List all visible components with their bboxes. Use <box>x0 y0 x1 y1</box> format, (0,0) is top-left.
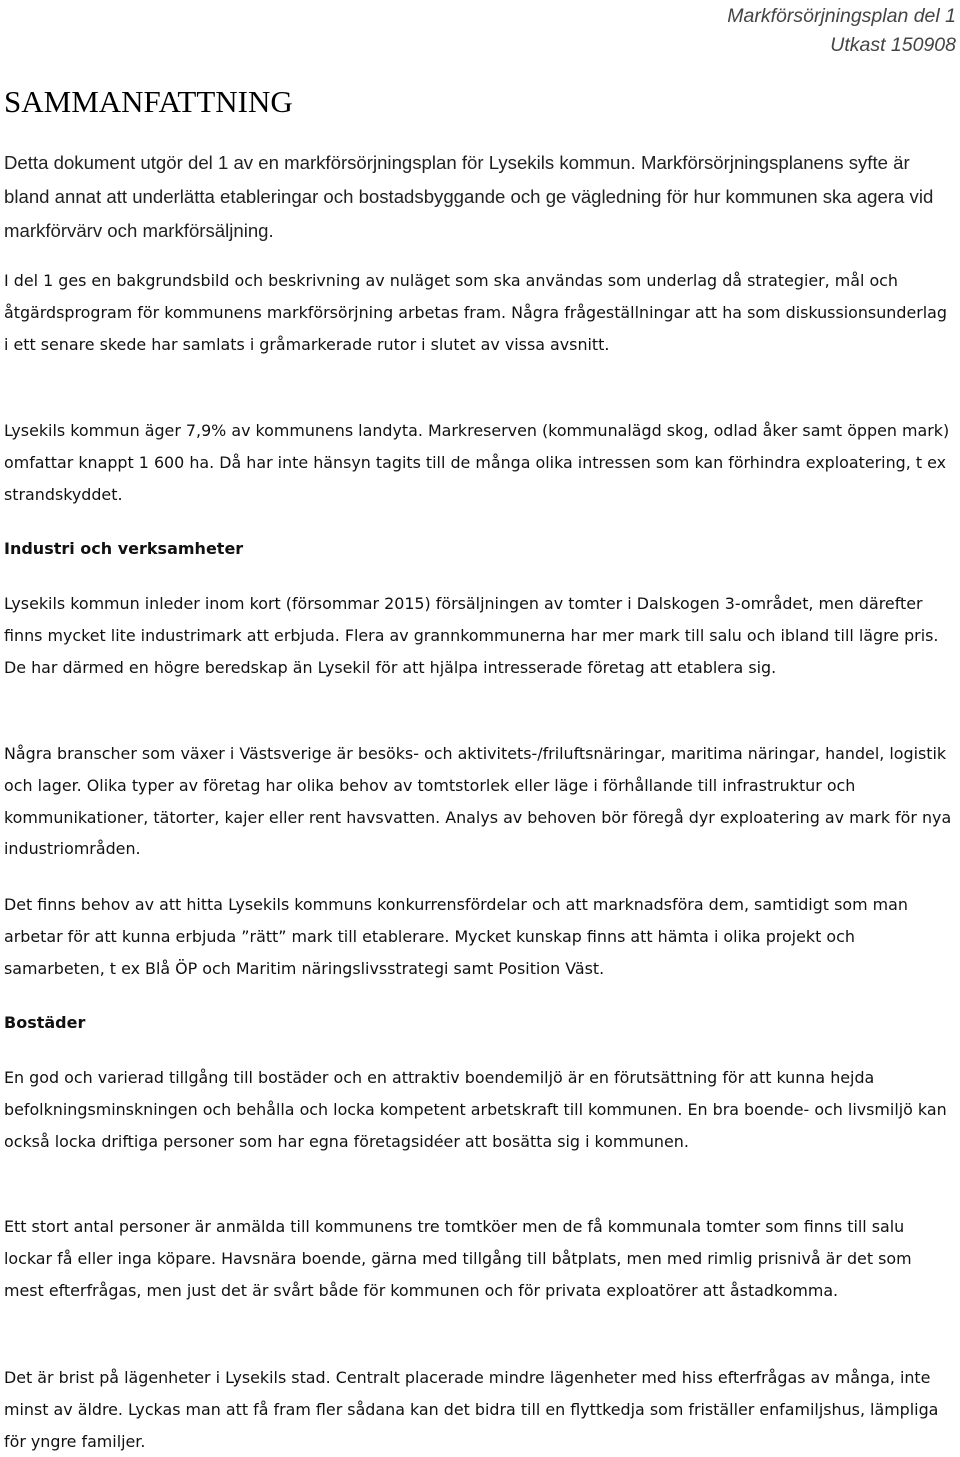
bostader-paragraph-2: Ett stort antal personer är anmälda till kommunens tre tomtköer men de få kommunala tomter som finns till salu lockar få eller inga köpare. Havsnära boende, gärna med tillgång till båtplats, men med rimlig prisnivå är det som mest efterfrågas, men just det är svårt både för kommunen och för privata exploatörer att åstadkomma. <box>4 1217 912 1300</box>
page-title: SAMMANFATTNING <box>4 84 293 119</box>
section-heading-industri: Industri och verksamheter <box>4 539 244 558</box>
intro-paragraph: Detta dokument utgör del 1 av en markförsörjningsplan för Lysekils kommun. Markförsörjningsplanens syfte är bland annat att underlätta etableringar och bostadsbyggande och ge vägledning för hur kommunen ska agera vid markförvärv och markförsäljning. <box>4 152 934 241</box>
industri-paragraph-3: Det finns behov av att hitta Lysekils kommuns konkurrensfördelar och att marknadsföra dem, samtidigt som man arbetar för att kunna erbjuda ”rätt” mark till etablerare. Mycket kunskap finns att hämta i olika projekt och samarbeten, t ex Blå ÖP och Maritim näringslivsstrategi samt Position Väst. <box>4 895 908 978</box>
section-heading-bostader: Bostäder <box>4 1013 86 1032</box>
bostader-paragraph-1: En god och varierad tillgång till bostäder och en attraktiv boendemiljö är en förutsättning för att kunna hejda befolkningsminskningen och behålla och locka kompetent arbetskraft till kommunen. En bra boende- och livsmiljö kan också locka driftiga personer som har egna företagsidéer att bosätta sig i kommunen. <box>4 1068 947 1151</box>
industri-paragraph-1: Lysekils kommun inleder inom kort (försommar 2015) försäljningen av tomter i Dalskogen 3-området, men därefter finns mycket lite industrimark att erbjuda. Flera av grannkommunerna har mer mark till salu och ibland till lägre pris. De har därmed en högre beredskap än Lysekil för att hjälpa intresserade företag att etablera sig. <box>4 594 939 677</box>
header-draft-date: Utkast 150908 <box>830 34 956 56</box>
bostader-paragraph-3: Det är brist på lägenheter i Lysekils stad. Centralt placerade mindre lägenheter med hiss efterfrågas av många, inte minst av äldre. Lyckas man att få fram fler sådana kan det bidra till en flyttkedja som friställer enfamiljshus, lämpliga för yngre familjer. <box>4 1368 939 1451</box>
industri-paragraph-2: Några branscher som växer i Västsverige är besöks- och aktivitets-/friluftsnäringar, maritima näringar, handel, logistik och lager. Olika typer av företag har olika behov av tomtstorlek eller läge i förhållande till infrastruktur och kommunikationer, tätorter, kajer eller rent havsvatten. Analys av behoven bör föregå dyr exploatering av mark för nya industriområden. <box>4 744 952 859</box>
summary-paragraph-1: I del 1 ges en bakgrundsbild och beskrivning av nuläget som ska användas som underlag då strategier, mål och åtgärdsprogram för kommunens markförsörjning arbetas fram. Några frågeställningar att ha som diskussionsunderlag i ett senare skede har samlats i gråmarkerade rutor i slutet av vissa avsnitt. <box>4 271 947 354</box>
page-header <box>727 2 956 60</box>
summary-paragraph-2: Lysekils kommun äger 7,9% av kommunens landyta. Markreserven (kommunalägd skog, odlad åker samt öppen mark) omfattar knappt 1 600 ha. Då har inte hänsyn tagits till de många olika intressen som kan förhindra exploatering, t ex strandskyddet. <box>4 421 950 504</box>
header-document-title: Markförsörjningsplan del 1 <box>727 5 956 27</box>
